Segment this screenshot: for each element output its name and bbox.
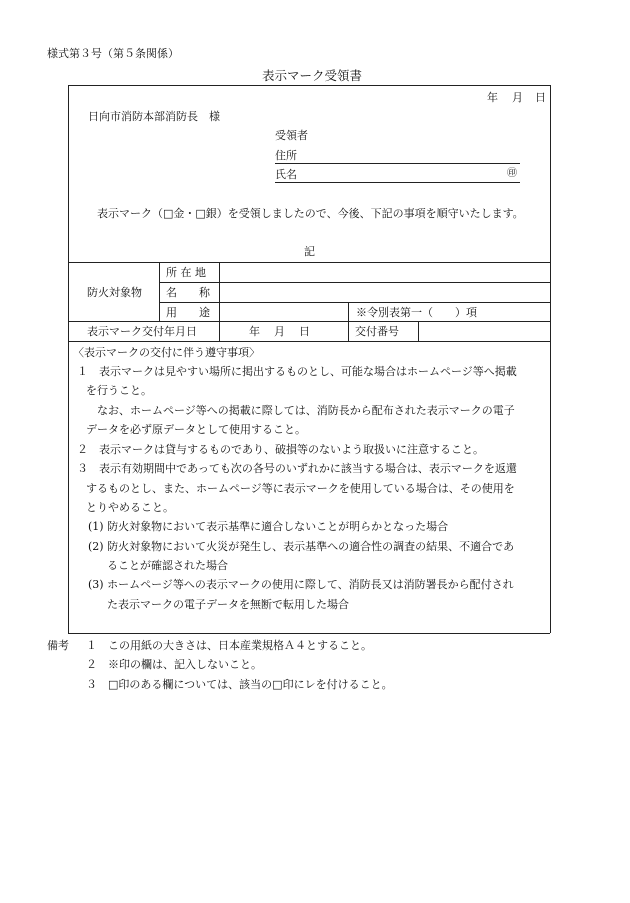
table-col-4 — [418, 321, 419, 341]
sub-item-2-line-1: (2) 防火対象物において火災が発生し、表示基準への適合性の調査の結果、不適合であ — [88, 540, 515, 553]
sub-item-1: (1) 防火対象物において表示基準に適合しないことが明らかとなった場合 — [88, 520, 449, 533]
notes-label: 備考 — [47, 639, 69, 652]
addressee: 日向市消防本部消防長 様 — [88, 110, 220, 123]
receiver-label: 受領者 — [275, 129, 308, 142]
address-underline — [275, 163, 520, 164]
rule-1-line-4: データを必ず原データとして使用すること。 — [86, 423, 306, 436]
table-col-2 — [219, 262, 220, 341]
frame-right — [550, 85, 551, 633]
name-label: 氏名 — [275, 168, 297, 181]
issue-number-label: 交付番号 — [355, 325, 399, 338]
sub-item-3-line-2: た表示マークの電子データを無断で転用した場合 — [107, 598, 349, 611]
ki-marker: 記 — [304, 245, 315, 258]
form-number: 様式第３号（第５条関係） — [47, 47, 179, 60]
seal-mark: ㊞ — [507, 168, 517, 179]
note-3: ３ □印のある欄については、該当の□印にレを付けること。 — [86, 678, 393, 691]
table-line-2 — [159, 282, 550, 283]
table-line-1 — [68, 262, 550, 263]
issue-day: 日 — [299, 325, 310, 338]
issue-date-label: 表示マーク交付年月日 — [87, 325, 197, 338]
address-label: 住所 — [275, 149, 297, 162]
rule-1-line-3: なお、ホームページ等への掲載に際しては、消防長から配布された表示マークの電子 — [97, 404, 515, 417]
document-title: 表示マーク受領書 — [262, 68, 363, 83]
issue-month: 月 — [274, 325, 285, 338]
table-line-3 — [159, 302, 550, 303]
location-label: 所 在 地 — [166, 266, 206, 279]
rule-3-line-3: とりやめること。 — [86, 501, 174, 514]
rules-heading: 〈表示マークの交付に伴う遵守事項〉 — [73, 346, 260, 359]
date-month: 月 — [512, 91, 523, 104]
date-day: 日 — [535, 91, 546, 104]
note-2: ２ ※印の欄は、記入しないこと。 — [86, 658, 262, 671]
rule-1-line-1: １ 表示マークは見やすい場所に掲出するものとし、可能な場合はホームページ等へ掲載 — [77, 365, 517, 378]
receipt-statement: 表示マーク（□金・□銀）を受領しましたので、今後、下記の事項を順守いたします。 — [97, 207, 524, 220]
use-label: 用 途 — [166, 306, 210, 319]
issue-year: 年 — [249, 325, 260, 338]
rule-3-line-2: するものとし、また、ホームページ等に表示マークを使用している場合は、その使用を — [86, 482, 515, 495]
sub-item-2-line-2: ることが確認された場合 — [107, 559, 228, 572]
table-col-1 — [159, 262, 160, 321]
note-1: １ この用紙の大きさは、日本産業規格Ａ４とすること。 — [86, 639, 372, 652]
frame-top — [68, 85, 550, 86]
frame-bottom — [68, 633, 550, 634]
name-field-label: 名 称 — [166, 286, 210, 299]
table-line-4 — [68, 321, 550, 322]
table-col-3 — [348, 302, 349, 341]
name-underline — [275, 182, 520, 183]
rule-1-line-2: を行うこと。 — [86, 384, 152, 397]
appendix-label: ※令別表第一（ ）項 — [356, 306, 477, 319]
sub-item-3-line-1: (3) ホームページ等への表示マークの使用に際して、消防長又は消防署長から配付され — [88, 578, 514, 591]
rule-3-line-1: ３ 表示有効期間中であっても次の各号のいずれかに該当する場合は、表示マークを返還 — [77, 462, 517, 475]
rule-2: ２ 表示マークは貸与するものであり、破損等のないよう取扱いに注意すること。 — [77, 443, 484, 456]
target-label: 防火対象物 — [87, 286, 142, 299]
table-line-5 — [68, 341, 550, 342]
frame-left — [68, 85, 69, 633]
date-year: 年 — [487, 91, 498, 104]
